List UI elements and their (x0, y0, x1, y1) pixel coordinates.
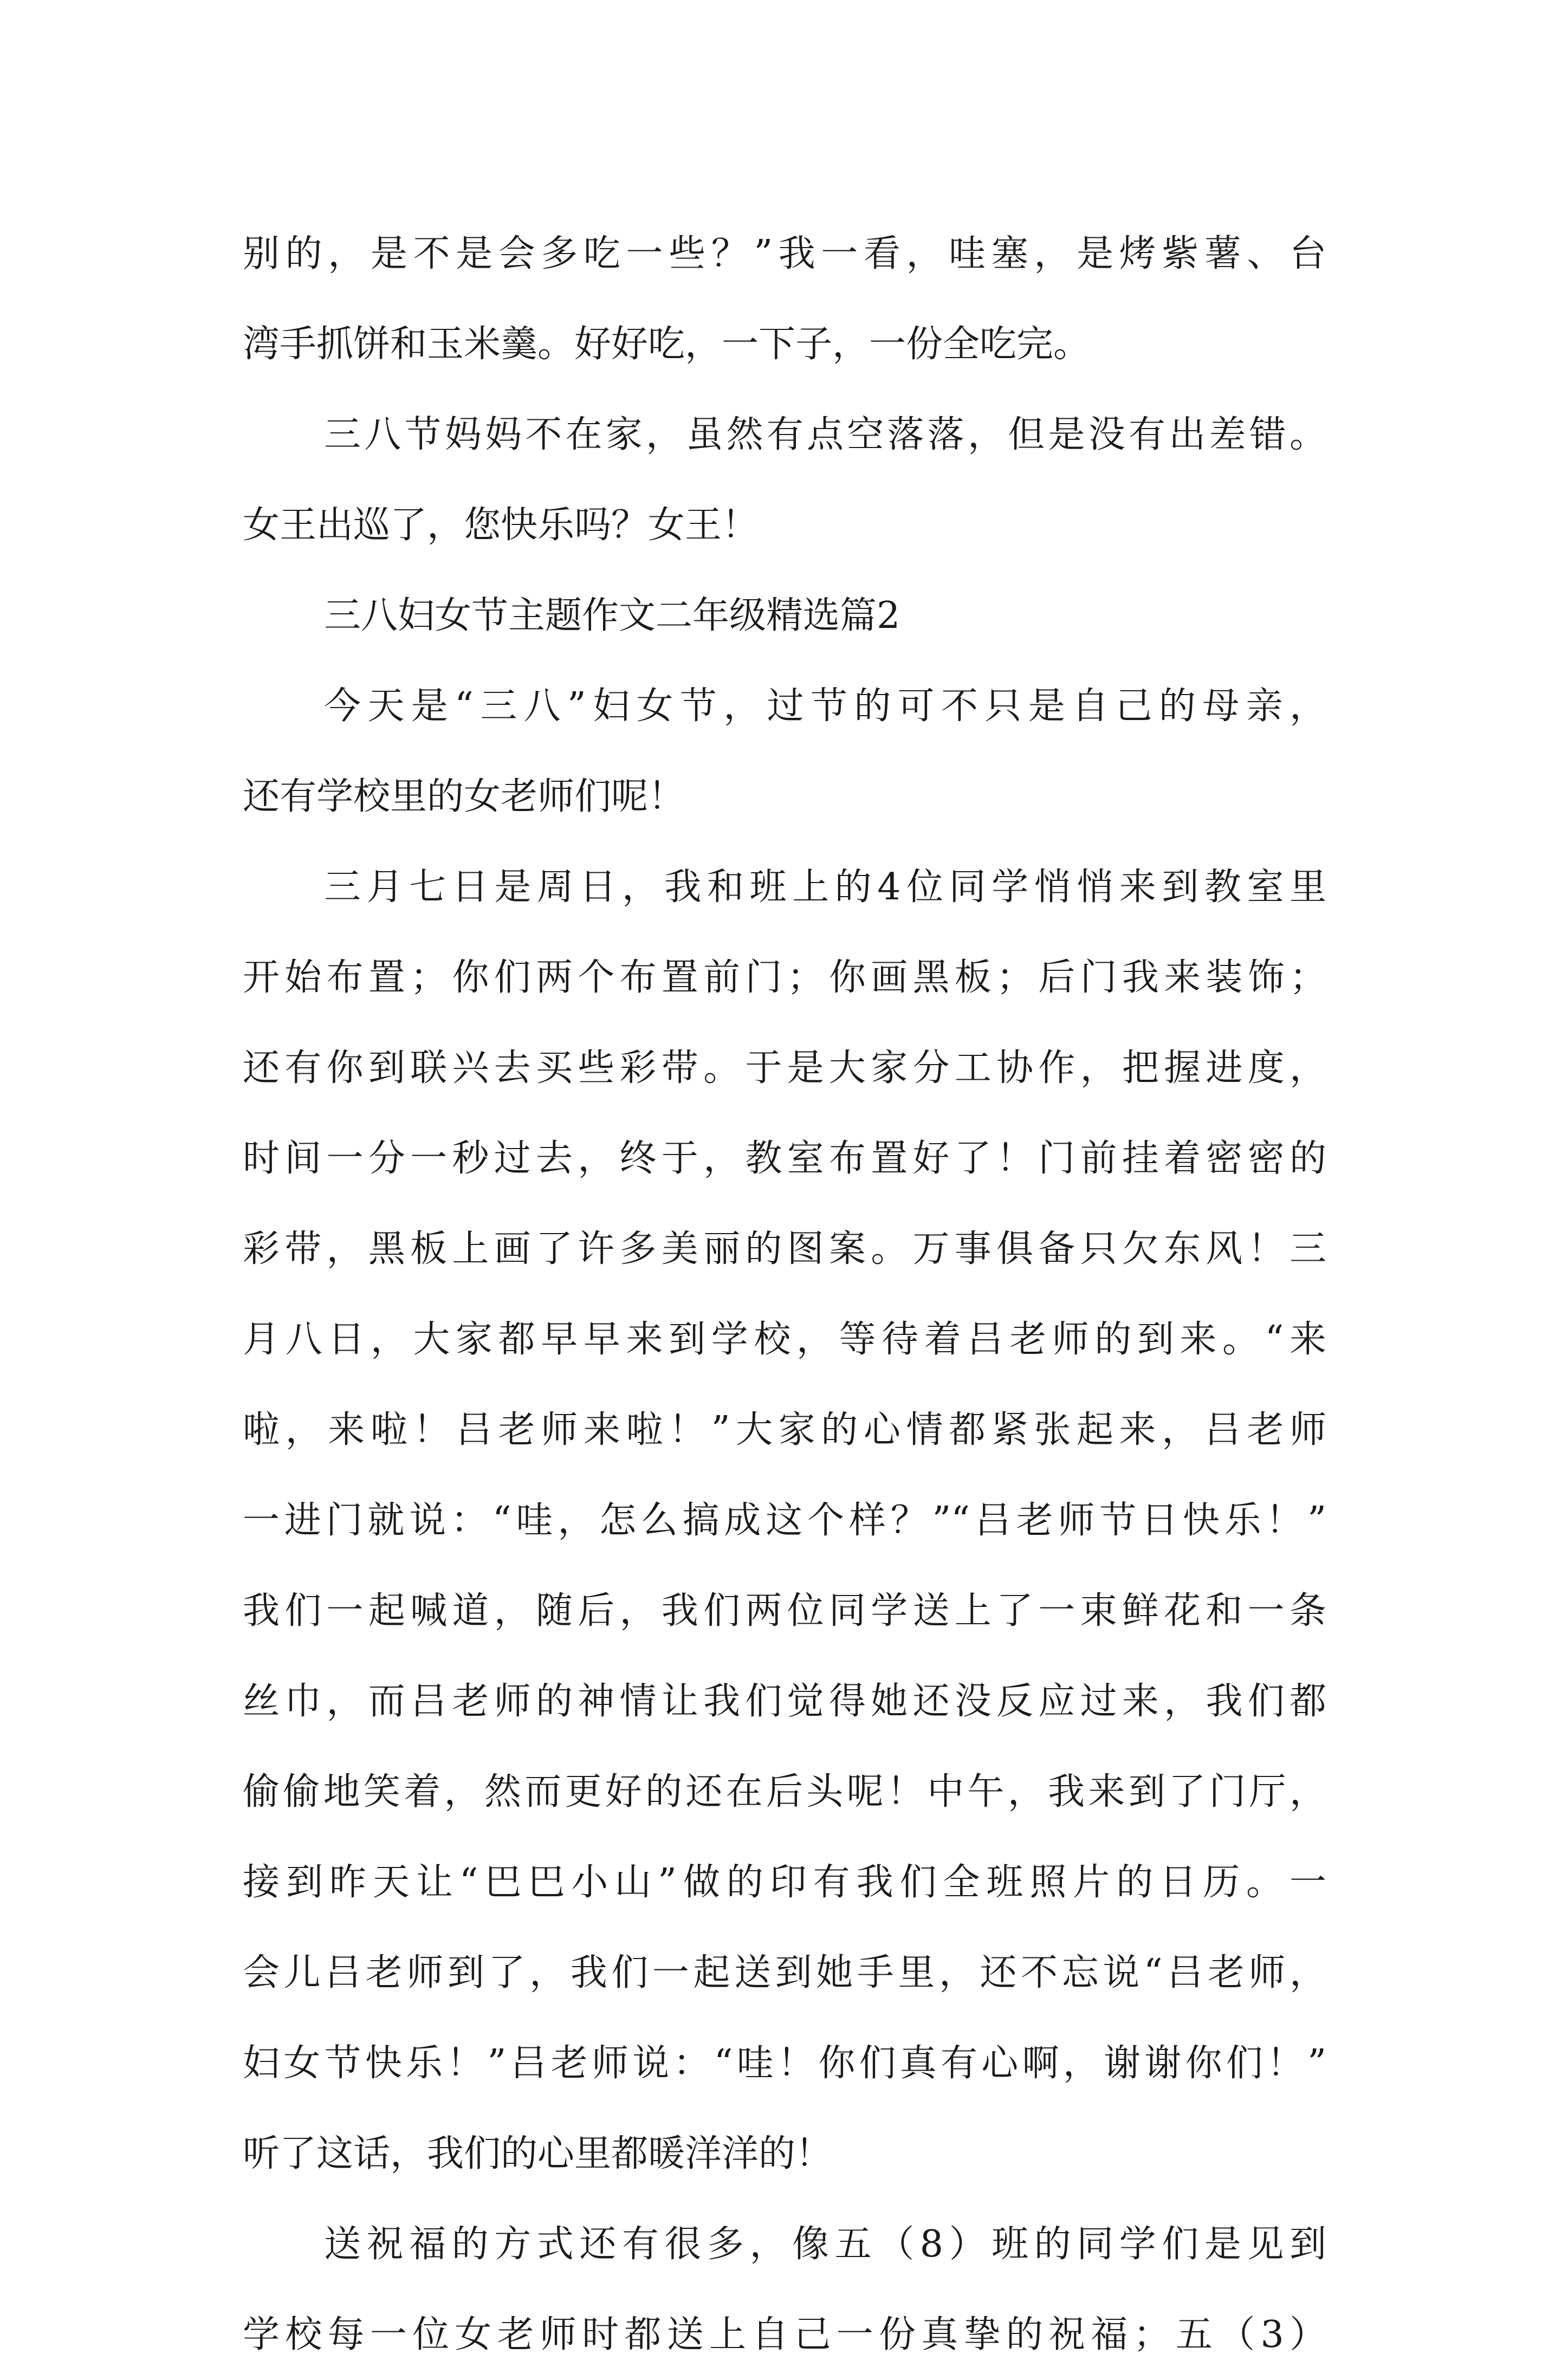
paragraph-start-line: 三月七日是周日，我和班上的4位同学悄悄来到教室里 (324, 866, 1326, 909)
essay-text (243, 209, 1326, 2380)
text-line: 女王出巡了，您快乐吗？女王！ (243, 504, 759, 547)
paragraph-start-line: 今天是“三八”妇女节，过节的可不只是自己的母亲， (324, 685, 1326, 728)
paragraph-start-line: 送祝福的方式还有很多，像五（8）班的同学们是见到 (324, 2223, 1326, 2266)
text-line: 会儿吕老师到了，我们一起送到她手里，还不忘说“吕老师， (243, 1951, 1326, 1994)
text-line: 月八日，大家都早早来到学校，等待着吕老师的到来。“来 (243, 1318, 1326, 1361)
text-line: 还有学校里的女老师们呢！ (243, 775, 685, 818)
text-line: 啦，来啦！吕老师来啦！”大家的心情都紧张起来，吕老师 (243, 1409, 1326, 1451)
text-line: 一进门就说：“哇，怎么搞成这个样？”“吕老师节日快乐！” (243, 1499, 1326, 1542)
text-line: 湾手抓饼和玉米羹。好好吃，一下子，一份全吃完。 (243, 323, 1091, 366)
text-line: 学校每一位女老师时都送上自己一份真挚的祝福；五（3） (243, 2313, 1326, 2356)
section-heading: 三八妇女节主题作文二年级精选篇2 (324, 594, 900, 637)
text-line: 接到昨天让“巴巴小山”做的印有我们全班照片的日历。一 (243, 1861, 1326, 1904)
text-line: 偷偷地笑着，然而更好的还在后头呢！中午，我来到了门厅， (243, 1771, 1326, 1813)
text-line: 时间一分一秒过去，终于，教室布置好了！门前挂着密密的 (243, 1137, 1326, 1180)
text-line: 开始布置；你们两个布置前门；你画黑板；后门我来装饰； (243, 956, 1326, 999)
text-line: 丝巾，而吕老师的神情让我们觉得她还没反应过来，我们都 (243, 1680, 1326, 1723)
text-line: 听了这话，我们的心里都暖洋洋的！ (243, 2132, 833, 2175)
paragraph-start-line: 三八节妈妈不在家，虽然有点空落落，但是没有出差错。 (324, 413, 1326, 456)
text-line: 彩带，黑板上画了许多美丽的图案。万事俱备只欠东风！三 (243, 1228, 1326, 1270)
text-line: 别的，是不是会多吃一些？”我一看，哇塞，是烤紫薯、台 (243, 232, 1326, 275)
text-line: 我们一起喊道，随后，我们两位同学送上了一束鲜花和一条 (243, 1590, 1326, 1632)
text-line: 妇女节快乐！”吕老师说：“哇！你们真有心啊，谢谢你们！” (243, 2042, 1326, 2085)
text-line: 还有你到联兴去买些彩带。于是大家分工协作，把握进度， (243, 1047, 1326, 1090)
